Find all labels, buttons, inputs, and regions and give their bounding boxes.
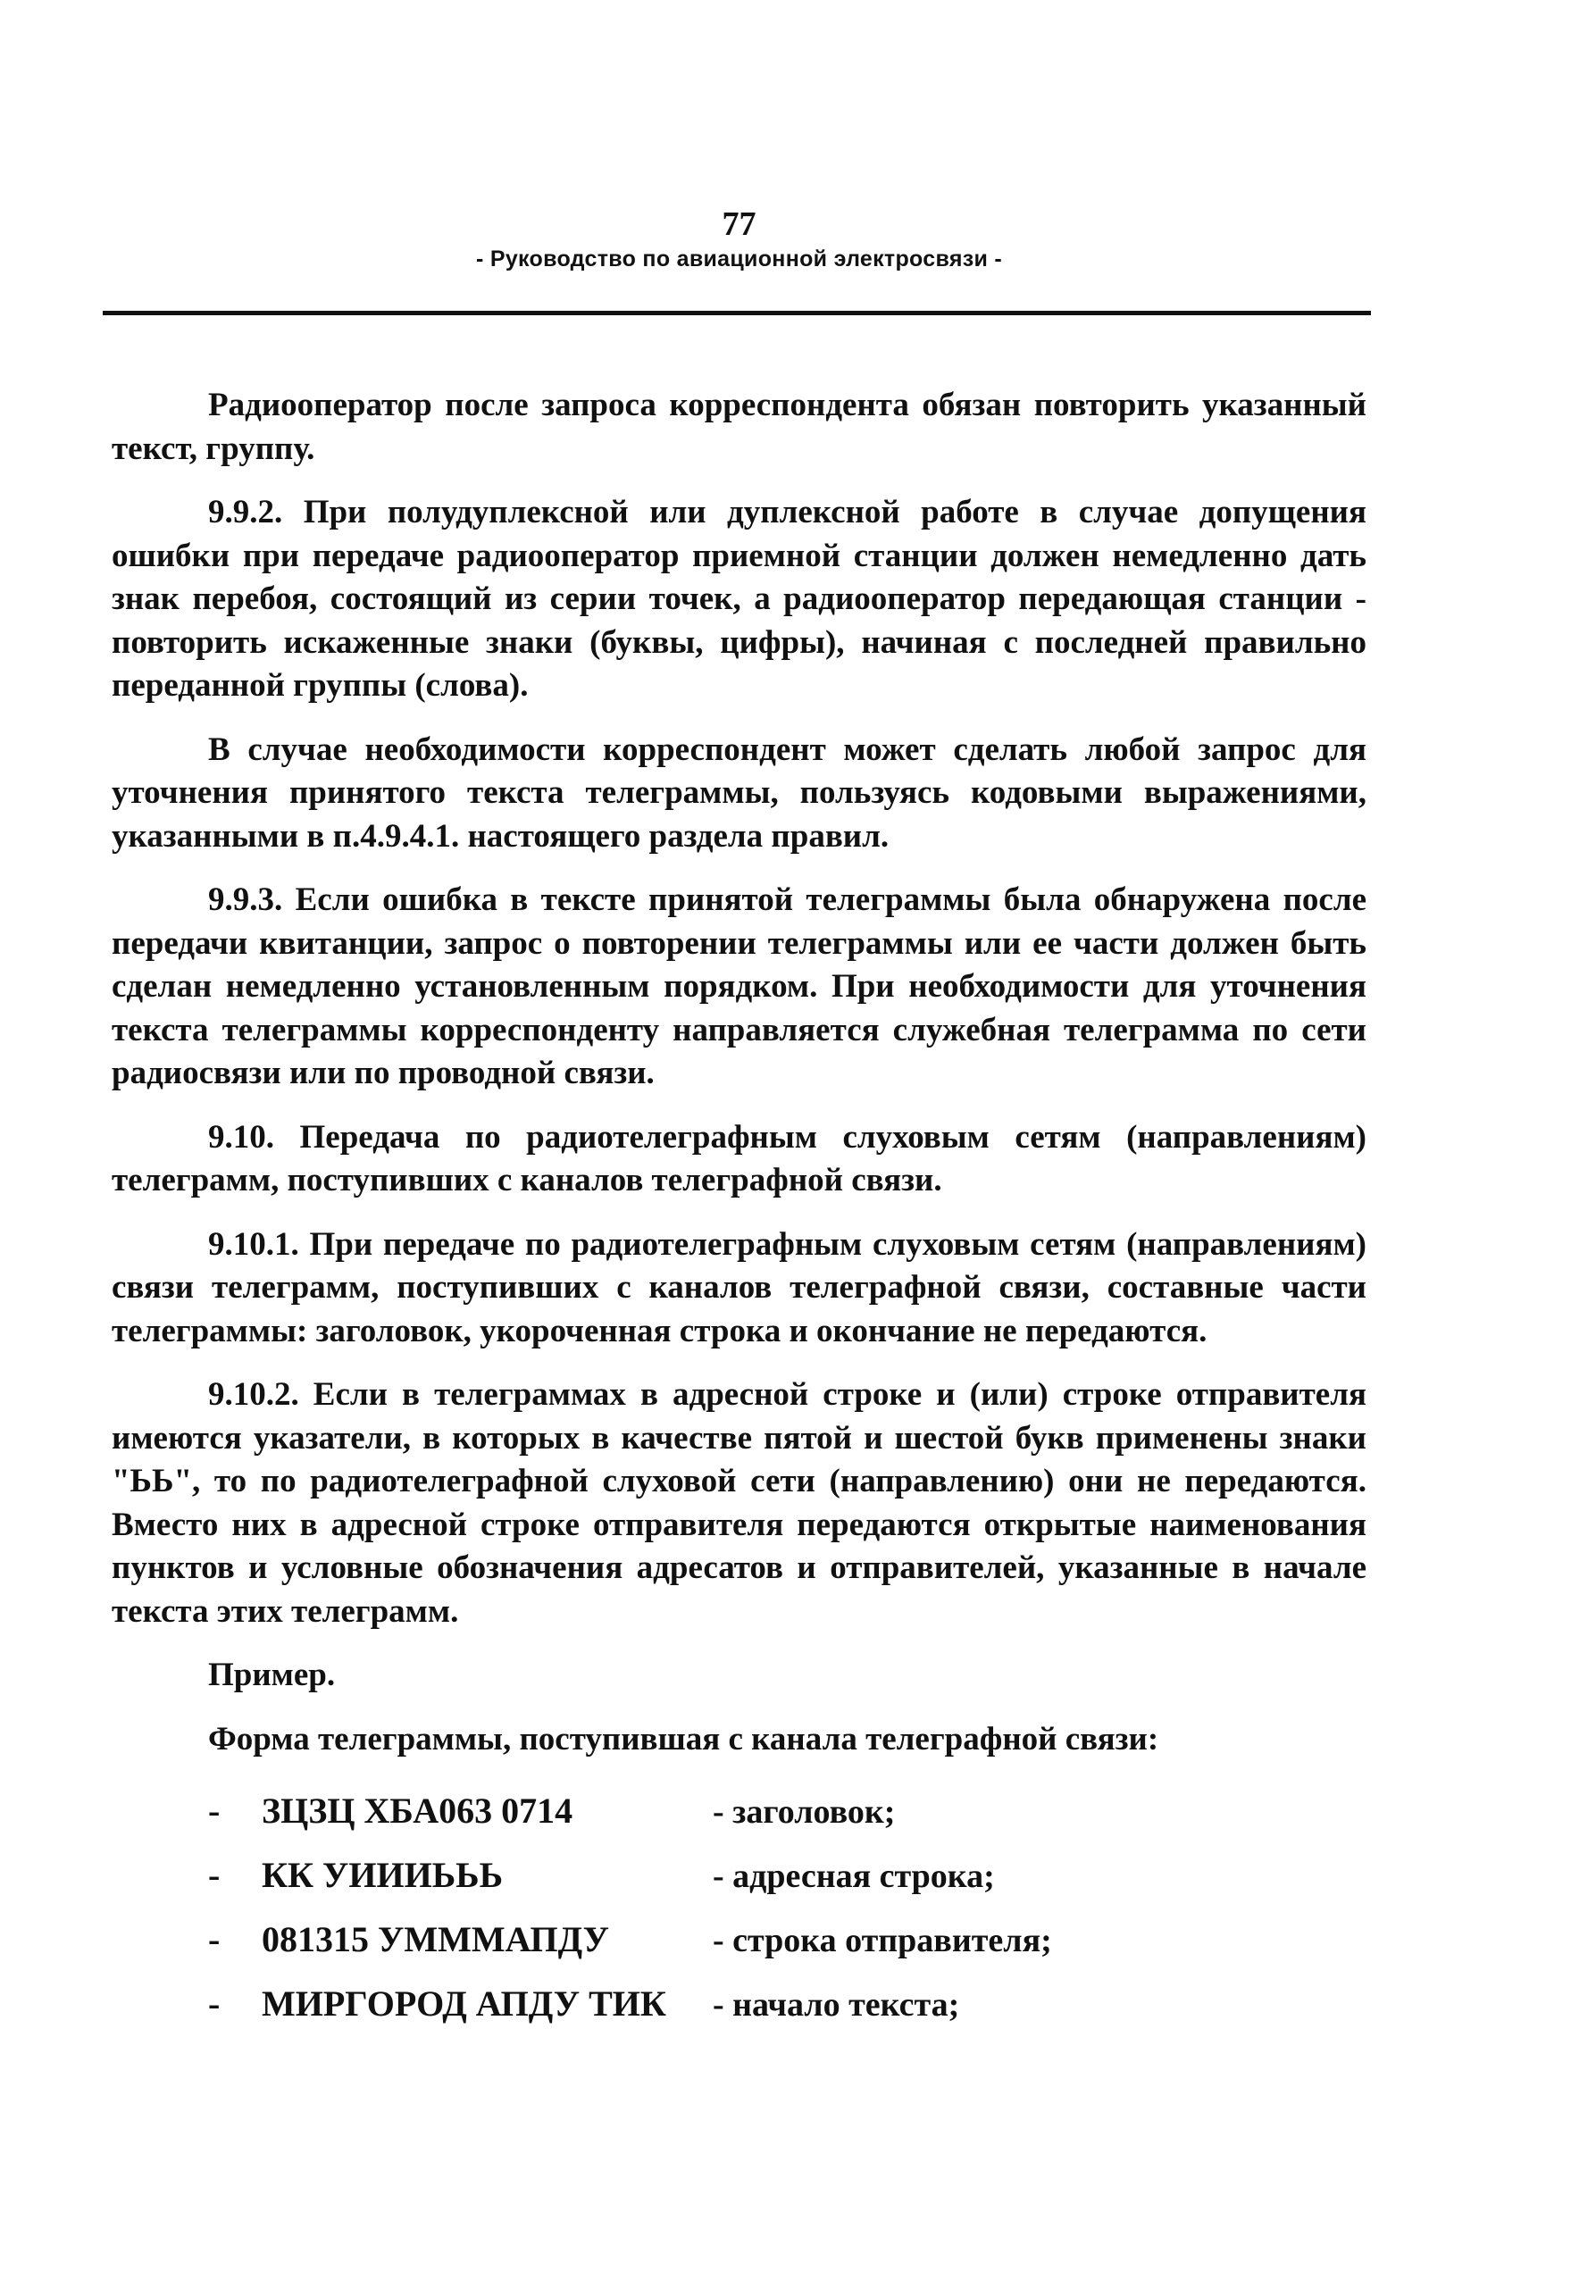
- paragraph-clarification-request: В случае необходимости корреспондент может сделать любой запрос для уточнения принятого текста телеграммы, пользуясь кодовыми выражениями, указанными в п.4.9.4.1. настоящего раздела правил.: [112, 731, 1366, 855]
- page-header: [0, 204, 1478, 273]
- document-body: [112, 384, 1366, 2047]
- page-number: 77: [722, 205, 756, 243]
- paragraph-9-9-3: 9.9.3. Если ошибка в тексте принятой телеграммы была обнаружена после передачи квитанции, запрос о повторении телеграммы или ее части должен быть сделан немедленно установленным порядком. При необходимости для уточнения текста телеграммы корреспонденту направляется служебная телеграмма по сети радиосвязи или по проводной связи.: [112, 881, 1366, 1091]
- paragraph-9-10-2: 9.10.2. Если в телеграммах в адресной строке и (или) строке отправителя имеются указатели, в которых в качестве пятой и шестой букв применены знаки "ЬЬ", то по радиотелеграфной слуховой сети (направлению) они не передаются. Вместо них в адресной строке отправителя передаются открытые наименования пунктов и условные обозначения адресатов и отправителей, указанные в начале текста этих телеграмм.: [112, 1376, 1366, 1630]
- telegram-part-description: - начало текста;: [713, 1986, 960, 2024]
- telegram-example-list: [112, 1790, 1366, 2047]
- list-item: [112, 1790, 1366, 1854]
- list-item: [112, 1918, 1366, 1983]
- telegram-code: МИРГОРОД АПДУ ТИК: [262, 1983, 666, 2024]
- paragraph-9-9-2: 9.9.2. При полудуплексной или дуплексной работе в случае допущения ошибки при передаче радиооператор приемной станции должен немедленно дать знак перебоя, состоящий из серии точек, а радиооператор передающая станции - повторить искаженные знаки (буквы, цифры), начиная с последней правильно переданной группы (слова).: [112, 494, 1366, 704]
- telegram-code: 081315 УМММАПДУ: [262, 1919, 609, 1959]
- list-dash: -: [208, 1919, 221, 1959]
- telegram-part-description: - строка отправителя;: [713, 1922, 1052, 1959]
- telegram-part-description: - адресная строка;: [713, 1858, 995, 1895]
- header-divider: [103, 311, 1371, 315]
- paragraph-9-10: 9.10. Передача по радиотелеграфным слуховым сетям (направлениям) телеграмм, поступивших с каналов телеграфной связи.: [112, 1118, 1366, 1198]
- list-dash: -: [208, 1983, 221, 2024]
- list-dash: -: [208, 1855, 221, 1895]
- list-dash: -: [208, 1791, 221, 1831]
- list-item: [112, 1983, 1366, 2047]
- telegram-part-description: - заголовок;: [713, 1793, 896, 1831]
- paragraph-repeat-request: Радиооператор после запроса корреспондента обязан повторить указанный текст, группу.: [112, 387, 1366, 467]
- telegram-code: КК УИИИЬЬЬ: [262, 1855, 504, 1895]
- example-label: Пример.: [208, 1657, 336, 1693]
- telegram-code: ЗЦЗЦ ХБА063 0714: [262, 1791, 573, 1831]
- example-intro: Форма телеграммы, поступившая с канала телеграфной связи:: [208, 1720, 1159, 1757]
- paragraph-9-10-1: 9.10.1. При передаче по радиотелеграфным слуховым сетям (направлениям) связи телеграмм, поступивших с каналов телеграфной связи, составные части телеграммы: заголовок, укороченная строка и окончание не передаются.: [112, 1225, 1366, 1349]
- running-title: - Руководство по авиационной электросвязи -: [476, 246, 1002, 271]
- list-item: [112, 1854, 1366, 1918]
